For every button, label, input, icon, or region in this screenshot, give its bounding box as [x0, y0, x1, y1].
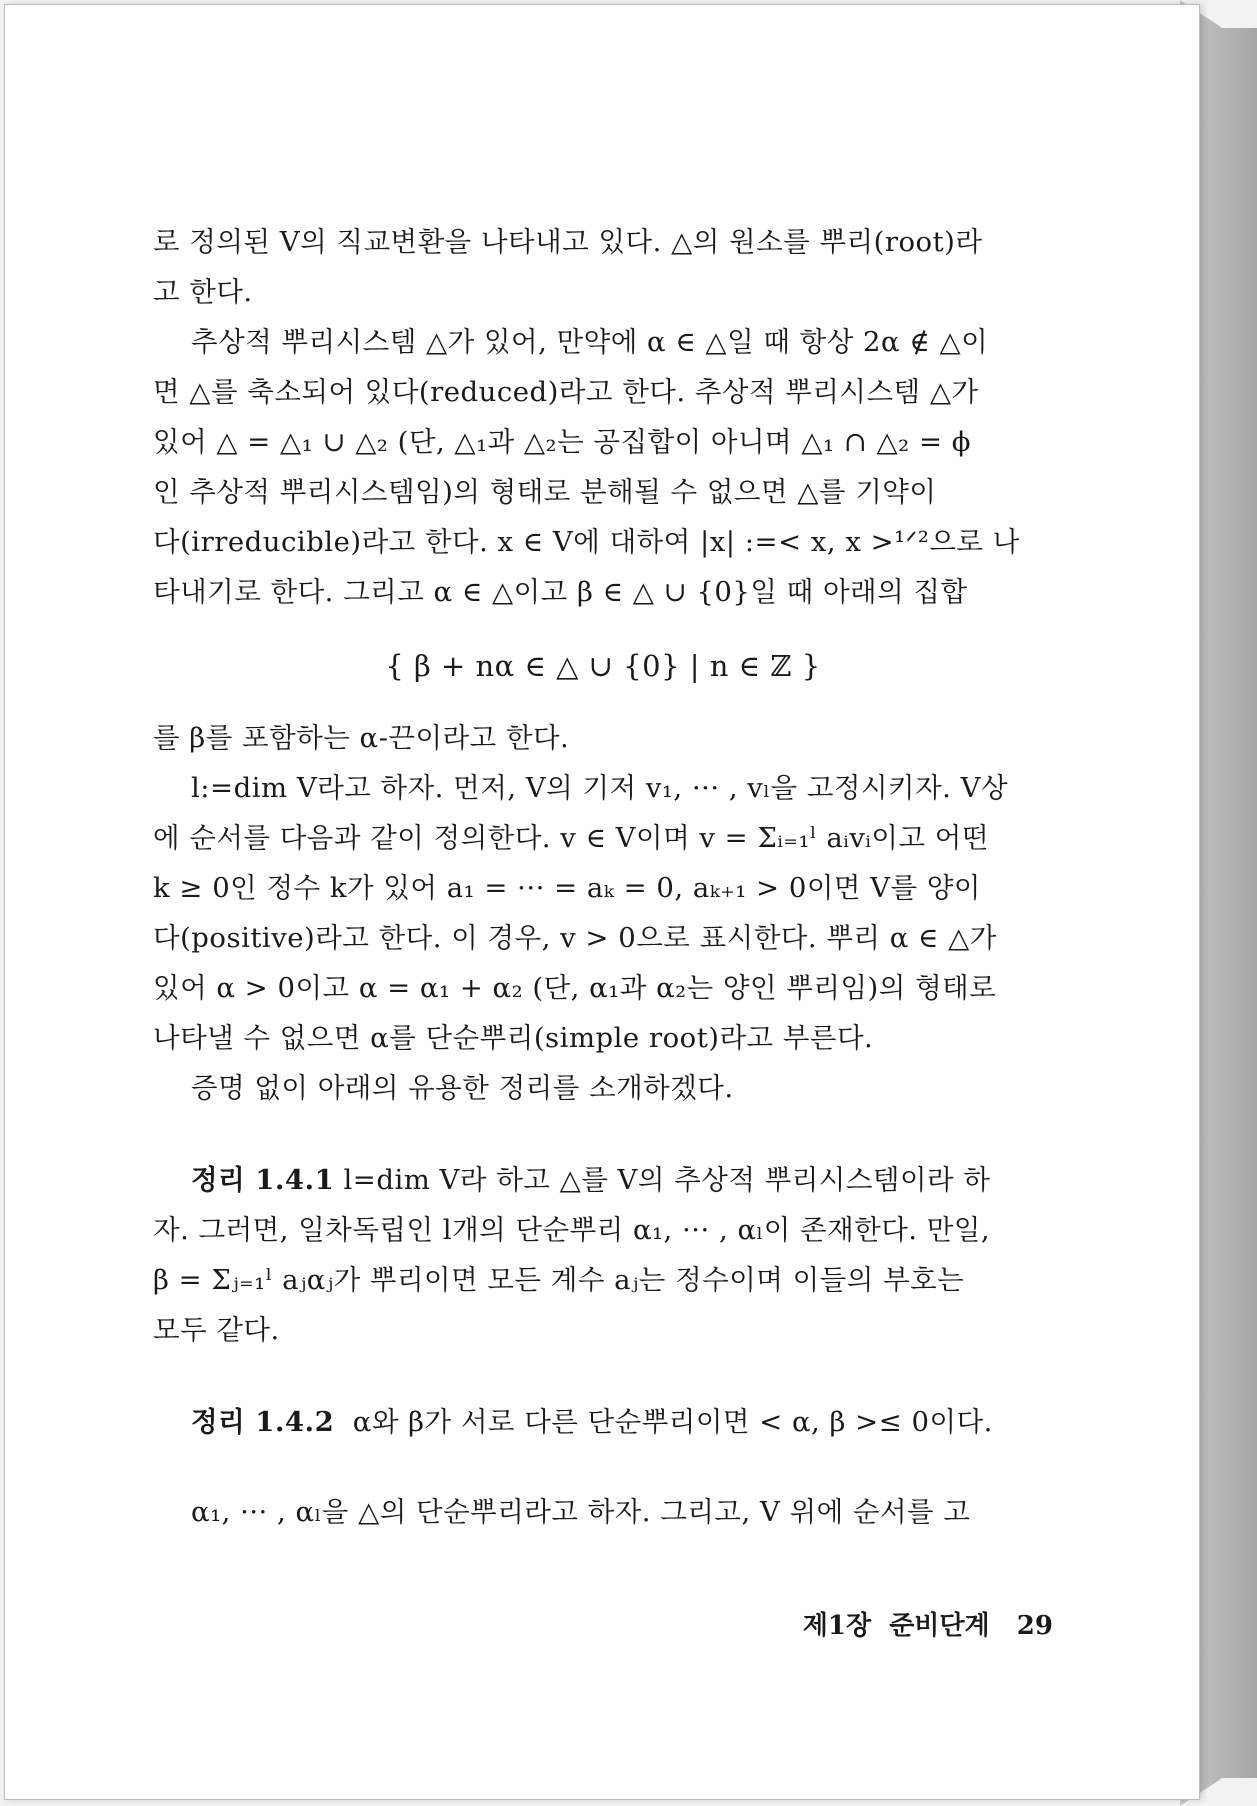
paragraph-2 — [153, 317, 1053, 617]
text-line: 로 정의된 V의 직교변환을 나타내고 있다. △의 원소를 뿌리(root)라 — [153, 226, 983, 258]
text-line: 인 추상적 뿌리시스템임)의 형태로 분해될 수 없으면 △를 기약이 — [153, 476, 937, 508]
text-line: 다(irreducible)라고 한다. x ∈ V에 대하여 |x| :=< x, x >¹ᐟ²으로 나 — [153, 526, 1020, 558]
theorem-label: 정리 1.4.2 — [191, 1406, 335, 1438]
text-line: 모두 같다. — [153, 1314, 280, 1346]
text-line: β = Σⱼ₌₁ˡ aⱼαⱼ가 뿌리이면 모든 계수 aⱼ는 정수이며 이들의 부호는 — [153, 1264, 965, 1296]
text-line: 를 β를 포함하는 α-끈이라고 한다. — [153, 722, 570, 754]
text-line: k ≥ 0인 정수 k가 있어 a₁ = ··· = aₖ = 0, aₖ₊₁ > 0이면 V를 양이 — [153, 872, 981, 904]
text-line: 나타낼 수 없으면 α를 단순뿌리(simple root)라고 부른다. — [153, 1022, 874, 1054]
text-line: 면 △를 축소되어 있다(reduced)라고 한다. 추상적 뿌리시스템 △가 — [153, 376, 979, 408]
display-formula: { β + nα ∈ △ ∪ {0} | n ∈ ℤ } — [385, 649, 821, 683]
text-line: 고 한다. — [153, 276, 253, 308]
text-line: l:=dim V라고 하자. 먼저, V의 기저 v₁, ··· , vₗ을 고정시키자. V상 — [191, 772, 1009, 804]
theorem-1-4-2 — [153, 1397, 1053, 1447]
text-line: 있어 α > 0이고 α = α₁ + α₂ (단, α₁과 α₂는 양인 뿌리임)의 형태로 — [153, 972, 997, 1004]
theorem-text: α와 β가 서로 다른 단순뿌리이면 < α, β >≤ 0이다. — [334, 1406, 993, 1438]
page-body — [153, 217, 1053, 1537]
text-line: 타내기로 한다. 그리고 α ∈ △이고 β ∈ △ ∪ {0}일 때 아래의 집합 — [153, 576, 968, 608]
text-line: 증명 없이 아래의 유용한 정리를 소개하겠다. — [191, 1072, 734, 1104]
page-footer: 제1장 준비단계 29 — [802, 1611, 1053, 1641]
text-line: 자. 그러면, 일차독립인 l개의 단순뿌리 α₁, ··· , αₗ이 존재한다. 만일, — [153, 1214, 991, 1246]
paragraph-3 — [153, 713, 1053, 763]
book-page — [4, 4, 1200, 1800]
text-line: 다(positive)라고 한다. 이 경우, v > 0으로 표시한다. 뿌리 α ∈ △가 — [153, 922, 997, 954]
text-line — [153, 1155, 1053, 1205]
text-line: α₁, ··· , αₗ을 △의 단순뿌리라고 하자. 그리고, V 위에 순서를 고 — [191, 1496, 971, 1528]
paragraph-6 — [153, 1487, 1053, 1537]
text-line: 추상적 뿌리시스템 △가 있어, 만약에 α ∈ △일 때 항상 2α ∉ △이 — [191, 326, 989, 358]
theorem-1-4-1 — [153, 1155, 1053, 1355]
paragraph-4 — [153, 763, 1053, 1063]
paragraph-1 — [153, 217, 1053, 317]
theorem-label: 정리 1.4.1 — [191, 1164, 335, 1196]
theorem-text: l=dim V라 하고 △를 V의 추상적 뿌리시스템이라 하 — [334, 1164, 991, 1196]
paragraph-5 — [153, 1063, 1053, 1113]
text-line — [153, 1397, 1053, 1447]
text-line: 에 순서를 다음과 같이 정의한다. v ∈ V이며 v = Σᵢ₌₁ˡ aᵢvᵢ이고 어떤 — [153, 822, 989, 854]
text-line: 있어 △ = △₁ ∪ △₂ (단, △₁과 △₂는 공집합이 아니며 △₁ ∩ △₂ = ϕ — [153, 426, 971, 458]
